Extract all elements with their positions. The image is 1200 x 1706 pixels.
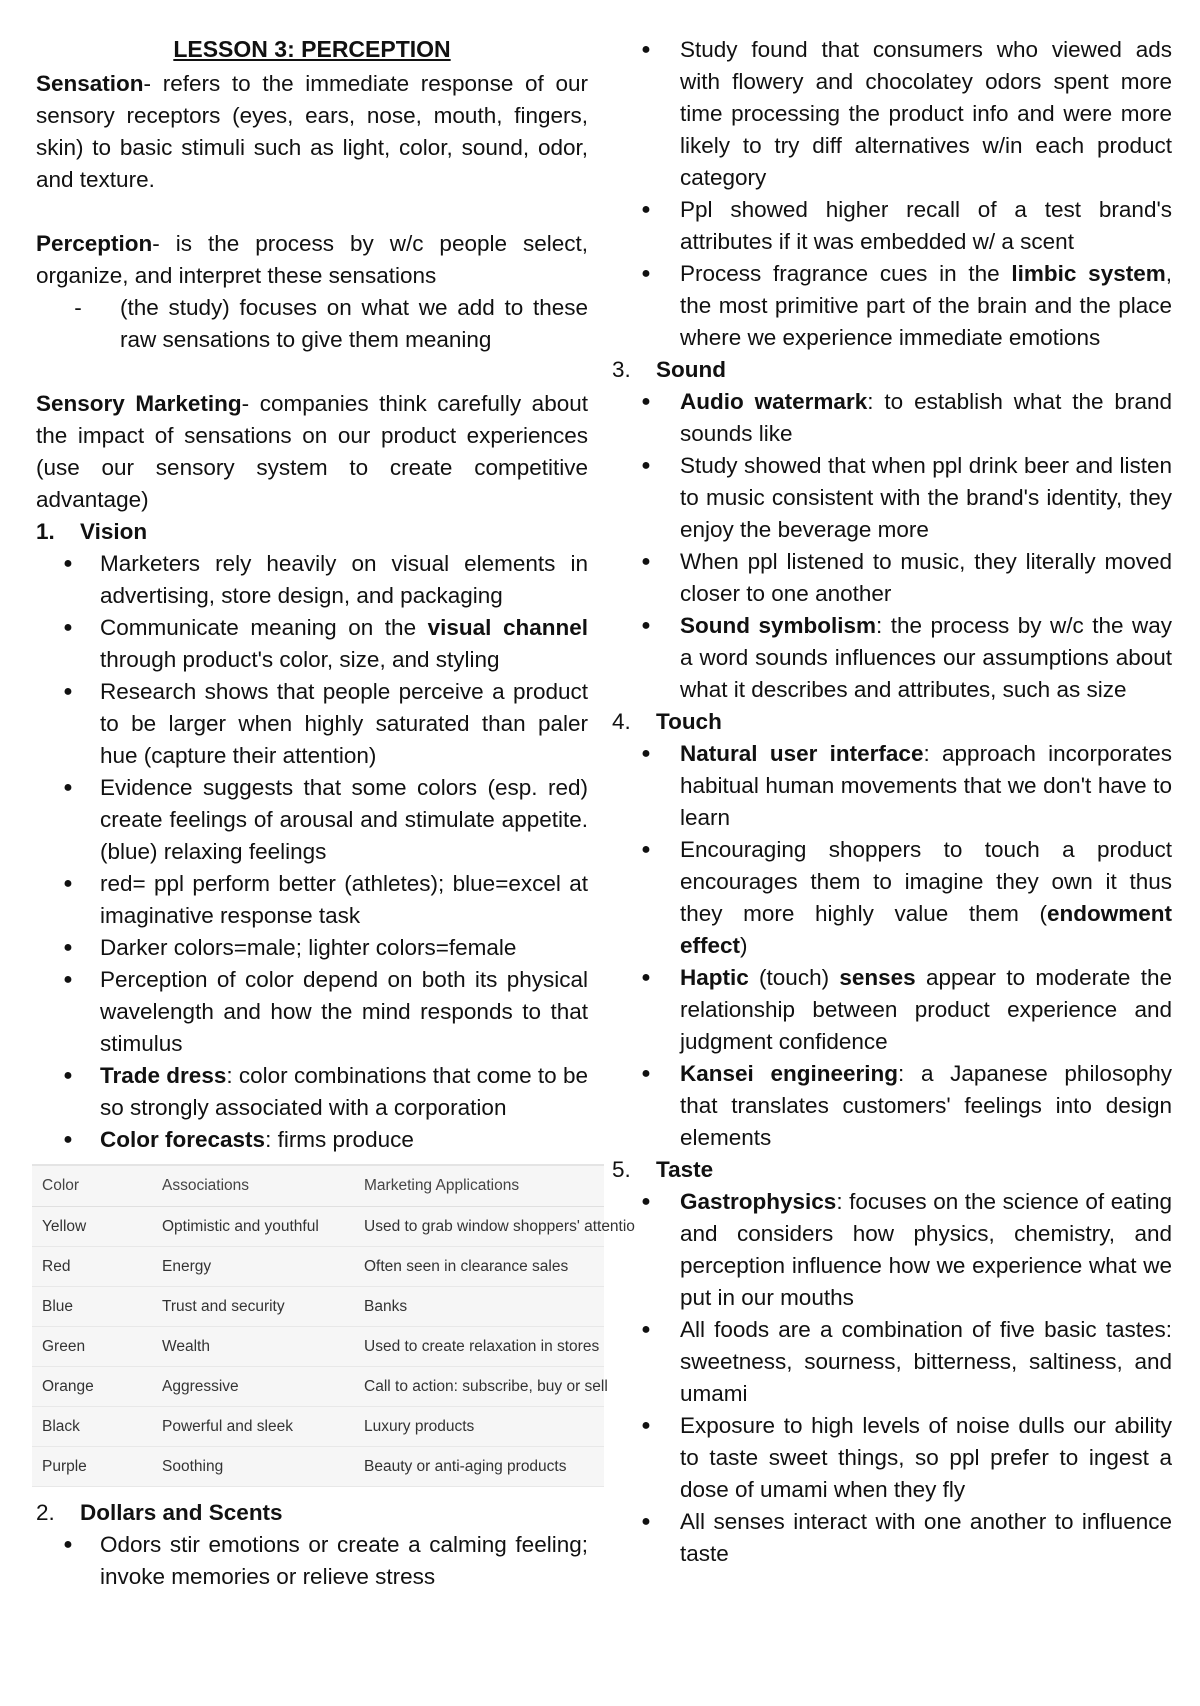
cell-marketing-application xyxy=(354,1287,604,1327)
cell-color: Orange xyxy=(32,1367,152,1407)
cell-color: Green xyxy=(32,1327,152,1367)
cell-association: Trust and security xyxy=(152,1287,354,1327)
list-item xyxy=(36,1529,588,1593)
list-item-text xyxy=(680,738,1172,834)
left-column xyxy=(36,34,635,1593)
list-item xyxy=(36,1124,588,1156)
sound-list xyxy=(612,386,1172,706)
list-item-text xyxy=(680,258,1172,354)
cell-text: Beauty or anti-aging products xyxy=(364,1457,567,1475)
color-associations-table xyxy=(32,1164,635,1487)
list-item xyxy=(612,738,1172,834)
cell-marketing-application xyxy=(354,1367,608,1407)
cell-association: Wealth xyxy=(152,1327,354,1367)
scent-list-continued xyxy=(612,34,1172,354)
text-run: , the most primitive part of the brain and the place where we experience immediate emotions xyxy=(680,261,1172,350)
bullet-icon: ● xyxy=(641,1513,651,1530)
sensory-marketing-text: - companies think carefully about the impact of sensations on our product experiences (use our sensory system to create competitive advantage) xyxy=(36,391,588,512)
touch-list xyxy=(612,738,1172,1154)
bold-term: visual channel xyxy=(427,615,589,640)
cell-marketing-application xyxy=(354,1447,604,1487)
text-run: Evidence suggests that some colors (esp. red) create feelings of arousal and stimulate appetite. (blue) relaxing feelings xyxy=(100,775,588,864)
bold-term: Trade dress xyxy=(100,1063,227,1088)
list-item-text xyxy=(100,772,588,868)
list-item xyxy=(612,258,1172,354)
list-item-text xyxy=(680,1186,1172,1314)
bold-term: limbic system xyxy=(1011,261,1166,286)
bullet-icon: ● xyxy=(63,939,73,956)
list-item xyxy=(36,964,588,1060)
bullet-icon: ● xyxy=(641,841,651,858)
list-item xyxy=(612,1058,1172,1154)
bullet-icon: ● xyxy=(641,553,651,570)
section-heading-vision xyxy=(36,516,588,548)
list-item-text xyxy=(100,1124,588,1156)
text-run: Perception of color depend on both its physical wavelength and how the mind responds to that stimulus xyxy=(100,967,588,1056)
section-label: Taste xyxy=(656,1157,714,1182)
bullet-icon: ● xyxy=(641,457,651,474)
table-row xyxy=(32,1247,604,1287)
bold-term: Haptic xyxy=(680,965,749,990)
list-item-text xyxy=(100,932,588,964)
text-run: appear to moderate the relationship between product experience and judgment confidence xyxy=(680,965,1172,1054)
text-run: through product's color, size, and styling xyxy=(100,647,500,672)
section-heading-dollars-and-scents xyxy=(36,1497,588,1529)
bold-term: Color forecasts xyxy=(100,1127,266,1152)
section-number: 4. xyxy=(612,709,631,734)
perception-subitem-text: (the study) focuses on what we add to these raw sensations to give them meaning xyxy=(120,295,588,352)
perception-paragraph xyxy=(36,228,588,292)
list-item-text xyxy=(680,386,1172,450)
cell-marketing-application xyxy=(354,1207,635,1247)
cell-association: Soothing xyxy=(152,1447,354,1487)
table-row xyxy=(32,1327,604,1367)
bullet-icon: ● xyxy=(641,201,651,218)
bullet-icon: ● xyxy=(63,779,73,796)
table-row xyxy=(32,1287,604,1327)
table-header-row xyxy=(32,1165,604,1207)
bold-term: Kansei engineering xyxy=(680,1061,898,1086)
right-column xyxy=(612,34,1172,1570)
text-run: All foods are a combination of five basic tastes: sweetness, sourness, bitterness, saltiness, and umami xyxy=(680,1317,1172,1406)
text-run: : a Japanese philosophy that translates customers' feelings into design elements xyxy=(680,1061,1172,1150)
text-run: : the process by w/c the way a word sounds influences our assumptions about what it describes and attributes, such as size xyxy=(680,613,1173,702)
cell-text: Call to action: subscribe, buy or sell xyxy=(364,1377,608,1395)
list-item xyxy=(612,1186,1172,1314)
list-item-text xyxy=(100,676,588,772)
list-item xyxy=(36,932,588,964)
bullet-icon: ● xyxy=(641,265,651,282)
taste-list xyxy=(612,1186,1172,1570)
text-run: Study found that consumers who viewed ads with flowery and chocolatey odors spent more time processing the product info and were more likely to try diff alternatives w/in each product category xyxy=(680,37,1172,190)
list-item-text xyxy=(680,1410,1172,1506)
cell-marketing-application xyxy=(354,1407,604,1447)
text-run: : focuses on the science of eating and considers how physics, chemistry, and perception influence how we experience what we put in our mouths xyxy=(680,1189,1172,1310)
list-item xyxy=(612,962,1172,1058)
cell-color: Purple xyxy=(32,1447,152,1487)
cell-color: Black xyxy=(32,1407,152,1447)
text-run: Exposure to high levels of noise dulls our ability to taste sweet things, so ppl prefer to ingest a dose of umami when they fly xyxy=(680,1413,1172,1502)
text-run: Ppl showed higher recall of a test brand's attributes if it was embedded w/ a scent xyxy=(680,197,1172,254)
table-row xyxy=(32,1447,604,1487)
cell-text: Often seen in clearance sales xyxy=(364,1257,569,1275)
section-heading-sound xyxy=(612,354,1172,386)
section-label: Touch xyxy=(656,709,722,734)
list-item-text xyxy=(100,612,588,676)
text-run: When ppl listened to music, they literally moved closer to one another xyxy=(680,549,1172,606)
sensation-term: Sensation xyxy=(36,71,144,96)
section-label: Vision xyxy=(80,519,148,544)
section-number: 2. xyxy=(36,1500,55,1525)
cell-color: Red xyxy=(32,1247,152,1287)
cell-text: Used to create relaxation in stores xyxy=(364,1337,600,1355)
list-item-text xyxy=(100,868,588,932)
dollars-and-scents-list xyxy=(36,1529,588,1593)
section-label: Sound xyxy=(656,357,726,382)
cell-association: Optimistic and youthful xyxy=(152,1207,354,1247)
bullet-icon: ● xyxy=(63,619,73,636)
list-item xyxy=(612,610,1172,706)
cell-association: Energy xyxy=(152,1247,354,1287)
section-number: 1. xyxy=(36,519,55,544)
cell-text: Banks xyxy=(364,1297,408,1315)
sensory-marketing-term: Sensory Marketing xyxy=(36,391,242,416)
bullet-icon: ● xyxy=(63,1067,73,1084)
list-item xyxy=(36,548,588,612)
bullet-icon: ● xyxy=(63,1131,73,1148)
bold-term: Gastrophysics xyxy=(680,1189,837,1214)
cell-text: Used to grab window shoppers' attentio xyxy=(364,1217,635,1235)
list-item-text xyxy=(680,450,1172,546)
text-run: All senses interact with one another to influence taste xyxy=(680,1509,1172,1566)
bullet-icon: ● xyxy=(63,1536,73,1553)
text-run: : to establish what the brand sounds like xyxy=(680,389,1172,446)
text-run: : color combinations that come to be so strongly associated with a corporation xyxy=(100,1063,588,1120)
vision-list xyxy=(36,548,588,1156)
bold-term: senses xyxy=(839,965,916,990)
cell-color: Blue xyxy=(32,1287,152,1327)
list-item-text xyxy=(680,546,1172,610)
section-label: Dollars and Scents xyxy=(80,1500,283,1525)
list-item xyxy=(612,546,1172,610)
bullet-icon: ● xyxy=(641,1193,651,1210)
list-item-text xyxy=(100,548,588,612)
section-number: 5. xyxy=(612,1157,631,1182)
list-item xyxy=(612,1410,1172,1506)
bullet-icon: ● xyxy=(63,683,73,700)
perception-text: - is the process by w/c people select, organize, and interpret these sensations xyxy=(36,231,588,288)
perception-subitem xyxy=(36,292,588,356)
text-run: Encouraging shoppers to touch a product encourages them to imagine they own it thus they more highly value them ( xyxy=(680,837,1172,926)
list-item-text xyxy=(680,962,1172,1058)
list-item xyxy=(612,834,1172,962)
list-item-text xyxy=(680,194,1172,258)
bullet-icon: ● xyxy=(63,971,73,988)
bold-term: Sound symbolism xyxy=(680,613,877,638)
text-run: Study showed that when ppl drink beer and listen to music consistent with the brand's identity, they enjoy the beverage more xyxy=(680,453,1172,542)
list-item xyxy=(36,772,588,868)
text-run: red= ppl perform better (athletes); blue=excel at imaginative response task xyxy=(100,871,588,928)
list-item-text xyxy=(680,610,1172,706)
list-item xyxy=(612,34,1172,194)
table-row xyxy=(32,1407,604,1447)
text-run: : firms produce xyxy=(265,1127,414,1152)
list-item xyxy=(36,612,588,676)
list-item-text xyxy=(680,34,1172,194)
list-item-text xyxy=(100,1529,588,1593)
bullet-icon: ● xyxy=(641,1321,651,1338)
list-item-text xyxy=(680,834,1172,962)
section-heading-touch xyxy=(612,706,1172,738)
text-run: Communicate meaning on the xyxy=(100,615,428,640)
list-item-text xyxy=(100,964,588,1060)
table-row xyxy=(32,1367,604,1407)
table-header-color: Color xyxy=(32,1165,152,1207)
bullet-icon: ● xyxy=(641,617,651,634)
sensory-marketing-paragraph xyxy=(36,388,588,516)
list-item-text xyxy=(680,1058,1172,1154)
text-run: Marketers rely heavily on visual elements in advertising, store design, and packaging xyxy=(100,551,588,608)
table-body xyxy=(32,1207,635,1487)
table-row xyxy=(32,1207,604,1247)
bullet-icon: ● xyxy=(641,393,651,410)
list-item-text xyxy=(100,1060,588,1124)
text-run: Darker colors=male; lighter colors=female xyxy=(100,935,517,960)
bullet-icon: ● xyxy=(641,1065,651,1082)
bold-term: Natural user interface xyxy=(680,741,924,766)
list-item xyxy=(612,386,1172,450)
table-header-marketing-applications: Marketing Applications xyxy=(354,1165,604,1207)
bullet-icon: ● xyxy=(641,969,651,986)
text-run: ) xyxy=(740,933,748,958)
list-item xyxy=(612,1314,1172,1410)
cell-color: Yellow xyxy=(32,1207,152,1247)
section-heading-taste xyxy=(612,1154,1172,1186)
table-header-associations: Associations xyxy=(152,1165,354,1207)
bullet-icon: ● xyxy=(63,875,73,892)
text-run: Odors stir emotions or create a calming feeling; invoke memories or relieve stress xyxy=(100,1532,588,1589)
bullet-icon: ● xyxy=(63,555,73,572)
list-item xyxy=(36,1060,588,1124)
list-item xyxy=(612,450,1172,546)
bullet-icon: ● xyxy=(641,41,651,58)
dash-marker: - xyxy=(74,295,82,320)
section-number: 3. xyxy=(612,357,631,382)
cell-marketing-application xyxy=(354,1247,604,1287)
page-title: LESSON 3: PERCEPTION xyxy=(173,36,451,62)
bold-term: endowment effect xyxy=(680,901,1172,958)
sensation-paragraph xyxy=(36,68,588,196)
list-item xyxy=(36,676,588,772)
cell-marketing-application xyxy=(354,1327,604,1367)
cell-association: Aggressive xyxy=(152,1367,354,1407)
bold-term: Audio watermark xyxy=(680,389,868,414)
text-run: Research shows that people perceive a product to be larger when highly saturated than paler hue (capture their attention) xyxy=(100,679,588,768)
bullet-icon: ● xyxy=(641,1417,651,1434)
list-item xyxy=(612,194,1172,258)
cell-association: Powerful and sleek xyxy=(152,1407,354,1447)
list-item xyxy=(36,868,588,932)
list-item-text xyxy=(680,1506,1172,1570)
perception-term: Perception xyxy=(36,231,153,256)
bullet-icon: ● xyxy=(641,745,651,762)
text-run: : approach incorporates habitual human movements that we don't have to learn xyxy=(680,741,1172,830)
sensation-text: - refers to the immediate response of our sensory receptors (eyes, ears, nose, mouth, fingers, skin) to basic stimuli such as light, color, sound, odor, and texture. xyxy=(36,71,588,192)
list-item-text xyxy=(680,1314,1172,1410)
list-item xyxy=(612,1506,1172,1570)
text-run: Process fragrance cues in the xyxy=(680,261,1012,286)
cell-text: Luxury products xyxy=(364,1417,475,1435)
text-run: (touch) xyxy=(748,965,840,990)
